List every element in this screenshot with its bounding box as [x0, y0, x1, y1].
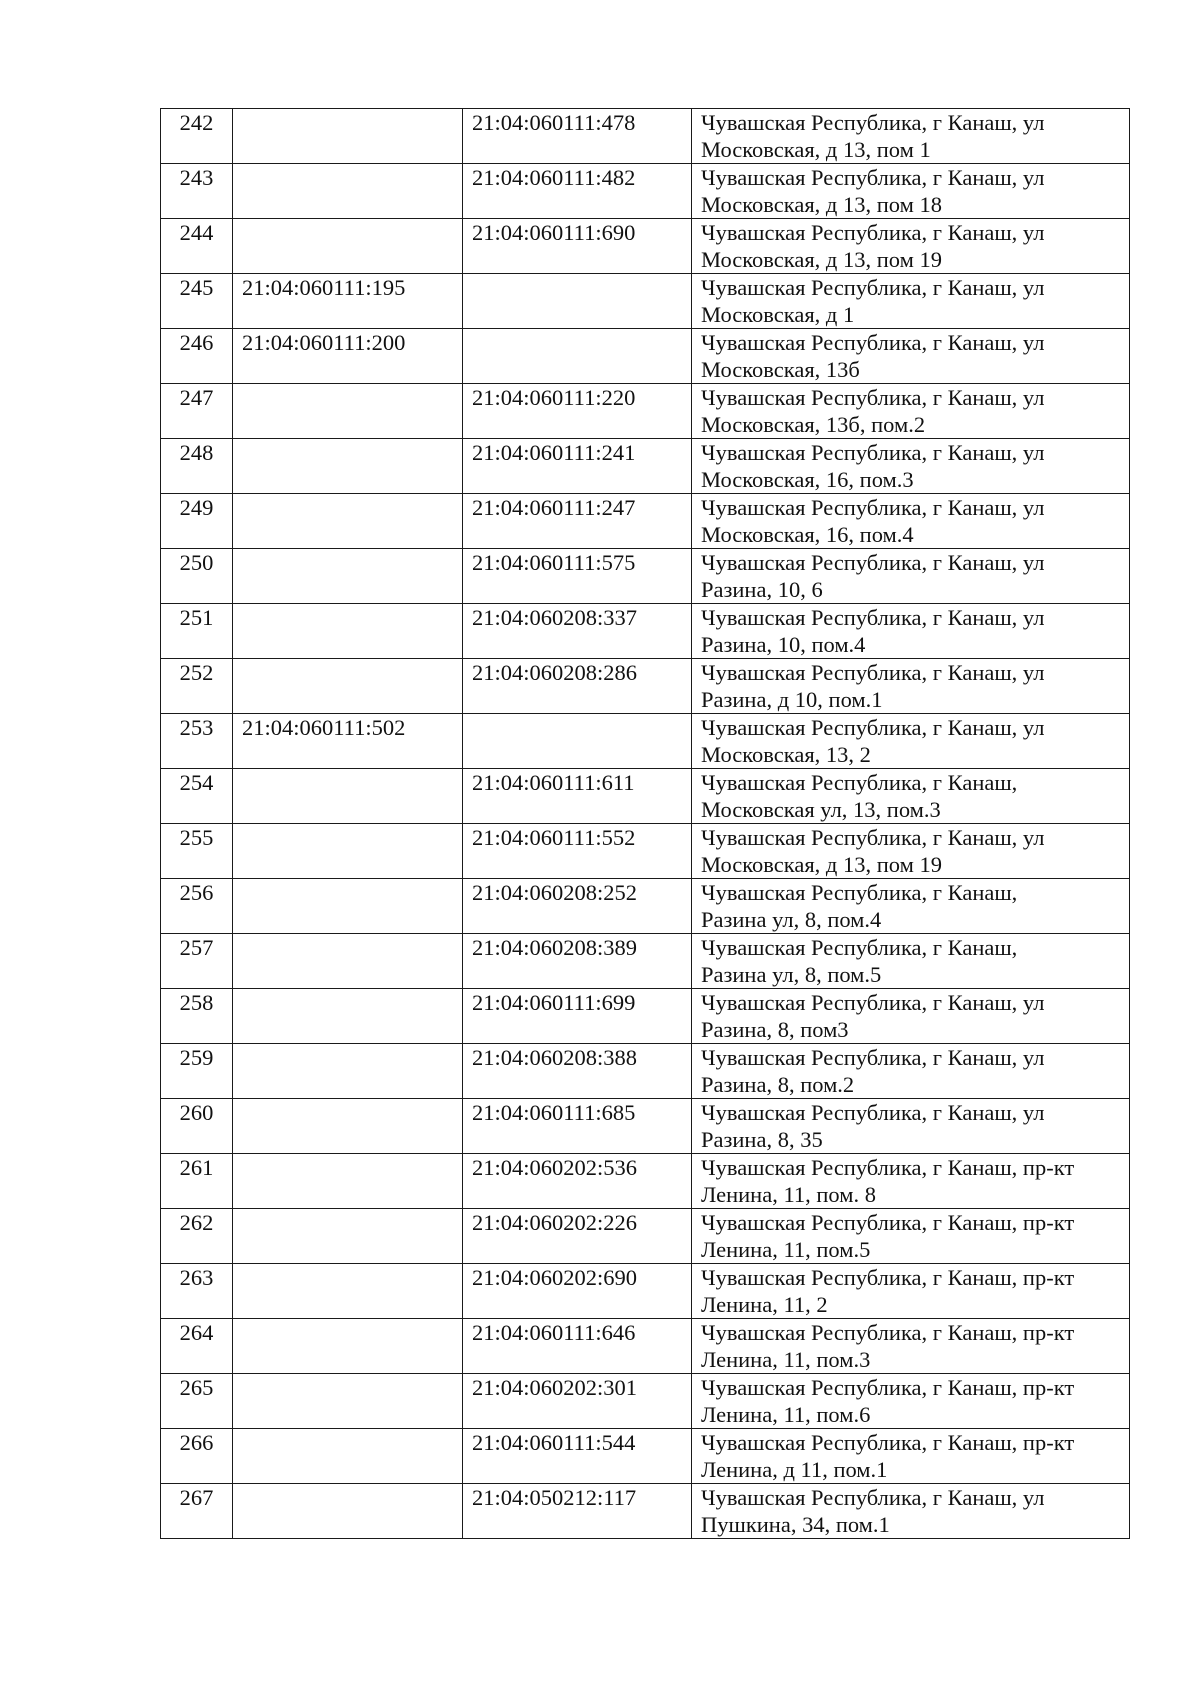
- address-cell: [692, 1484, 1130, 1539]
- row-number-cell: 254: [161, 769, 233, 824]
- table-row: [161, 1209, 1130, 1264]
- address-line: Чувашская Республика, г Канаш, ул: [701, 825, 1045, 850]
- address-cell: [692, 384, 1130, 439]
- address-line: Ленина, 11, пом.3: [701, 1347, 871, 1372]
- table-row: [161, 604, 1130, 659]
- row-number-cell: 257: [161, 934, 233, 989]
- address-line: Чувашская Республика, г Канаш, ул: [701, 440, 1045, 465]
- address-cell: [692, 1154, 1130, 1209]
- object-cadastral-number-cell: [463, 274, 692, 329]
- land-cadastral-number-cell: [233, 1429, 463, 1484]
- row-number-cell: 246: [161, 329, 233, 384]
- table-row: [161, 549, 1130, 604]
- land-cadastral-number-cell: [233, 1484, 463, 1539]
- registry-table-body: [161, 109, 1130, 1539]
- address-cell: [692, 1044, 1130, 1099]
- row-number-cell: 267: [161, 1484, 233, 1539]
- row-number-cell: 251: [161, 604, 233, 659]
- table-row: [161, 1319, 1130, 1374]
- land-cadastral-number-cell: [233, 1154, 463, 1209]
- land-cadastral-number-cell: [233, 219, 463, 274]
- address-line: Чувашская Республика, г Канаш,: [701, 770, 1018, 795]
- row-number-cell: 243: [161, 164, 233, 219]
- land-cadastral-number-cell: [233, 1099, 463, 1154]
- address-line: Разина, 10, 6: [701, 577, 823, 602]
- row-number-cell: 265: [161, 1374, 233, 1429]
- table-row: [161, 1044, 1130, 1099]
- row-number-cell: 263: [161, 1264, 233, 1319]
- address-line: Московская, 16, пом.4: [701, 522, 914, 547]
- address-cell: [692, 1429, 1130, 1484]
- land-cadastral-number-cell: [233, 824, 463, 879]
- land-cadastral-number-cell: [233, 1264, 463, 1319]
- table-row: [161, 439, 1130, 494]
- address-cell: [692, 604, 1130, 659]
- address-line: Чувашская Республика, г Канаш,: [701, 880, 1018, 905]
- land-cadastral-number-cell: [233, 1209, 463, 1264]
- address-cell: [692, 439, 1130, 494]
- object-cadastral-number-cell: [463, 329, 692, 384]
- land-cadastral-number-cell: [233, 769, 463, 824]
- land-cadastral-number-cell: [233, 879, 463, 934]
- address-line: Московская, 13, 2: [701, 742, 871, 767]
- address-line: Чувашская Республика, г Канаш, пр-кт: [701, 1375, 1075, 1400]
- land-cadastral-number-cell: [233, 604, 463, 659]
- address-line: Чувашская Республика, г Канаш, пр-кт: [701, 1155, 1075, 1180]
- address-line: Московская, 16, пом.3: [701, 467, 914, 492]
- object-cadastral-number-cell: 21:04:060208:388: [463, 1044, 692, 1099]
- object-cadastral-number-cell: 21:04:060202:536: [463, 1154, 692, 1209]
- object-cadastral-number-cell: 21:04:060111:544: [463, 1429, 692, 1484]
- row-number-cell: 247: [161, 384, 233, 439]
- object-cadastral-number-cell: 21:04:060111:478: [463, 109, 692, 164]
- row-number-cell: 262: [161, 1209, 233, 1264]
- address-line: Чувашская Республика, г Канаш, ул: [701, 385, 1045, 410]
- address-line: Московская, д 13, пом 1: [701, 137, 931, 162]
- address-cell: [692, 989, 1130, 1044]
- object-cadastral-number-cell: 21:04:060202:301: [463, 1374, 692, 1429]
- address-cell: [692, 659, 1130, 714]
- row-number-cell: 252: [161, 659, 233, 714]
- address-cell: [692, 824, 1130, 879]
- address-line: Чувашская Республика, г Канаш,: [701, 935, 1018, 960]
- land-cadastral-number-cell: [233, 494, 463, 549]
- object-cadastral-number-cell: 21:04:060208:389: [463, 934, 692, 989]
- object-cadastral-number-cell: 21:04:050212:117: [463, 1484, 692, 1539]
- address-cell: [692, 879, 1130, 934]
- address-cell: [692, 164, 1130, 219]
- address-line: Чувашская Республика, г Канаш, ул: [701, 1100, 1045, 1125]
- address-line: Ленина, 11, пом.6: [701, 1402, 871, 1427]
- address-line: Чувашская Республика, г Канаш, ул: [701, 220, 1045, 245]
- row-number-cell: 253: [161, 714, 233, 769]
- address-line: Чувашская Республика, г Канаш, ул: [701, 1045, 1045, 1070]
- address-cell: [692, 329, 1130, 384]
- address-line: Разина, д 10, пом.1: [701, 687, 883, 712]
- object-cadastral-number-cell: 21:04:060111:685: [463, 1099, 692, 1154]
- land-cadastral-number-cell: [233, 1044, 463, 1099]
- land-cadastral-number-cell: 21:04:060111:195: [233, 274, 463, 329]
- address-line: Чувашская Республика, г Канаш, пр-кт: [701, 1210, 1075, 1235]
- row-number-cell: 261: [161, 1154, 233, 1209]
- land-cadastral-number-cell: [233, 659, 463, 714]
- object-cadastral-number-cell: 21:04:060202:226: [463, 1209, 692, 1264]
- table-row: [161, 1099, 1130, 1154]
- row-number-cell: 259: [161, 1044, 233, 1099]
- address-cell: [692, 109, 1130, 164]
- address-line: Разина ул, 8, пом.4: [701, 907, 882, 932]
- address-line: Московская, д 13, пом 18: [701, 192, 942, 217]
- address-cell: [692, 1209, 1130, 1264]
- object-cadastral-number-cell: 21:04:060111:482: [463, 164, 692, 219]
- row-number-cell: 245: [161, 274, 233, 329]
- table-row: [161, 1264, 1130, 1319]
- table-row: [161, 659, 1130, 714]
- address-line: Чувашская Республика, г Канаш, ул: [701, 990, 1045, 1015]
- address-line: Чувашская Республика, г Канаш, ул: [701, 110, 1045, 135]
- land-cadastral-number-cell: [233, 1374, 463, 1429]
- address-line: Чувашская Республика, г Канаш, пр-кт: [701, 1320, 1075, 1345]
- row-number-cell: 248: [161, 439, 233, 494]
- address-line: Чувашская Республика, г Канаш, ул: [701, 1485, 1045, 1510]
- object-cadastral-number-cell: 21:04:060208:337: [463, 604, 692, 659]
- object-cadastral-number-cell: [463, 714, 692, 769]
- address-cell: [692, 274, 1130, 329]
- land-cadastral-number-cell: [233, 1319, 463, 1374]
- table-row: [161, 934, 1130, 989]
- land-cadastral-number-cell: [233, 109, 463, 164]
- address-line: Московская, д 13, пом 19: [701, 852, 942, 877]
- row-number-cell: 260: [161, 1099, 233, 1154]
- address-line: Разина, 8, пом.2: [701, 1072, 855, 1097]
- row-number-cell: 266: [161, 1429, 233, 1484]
- address-line: Чувашская Республика, г Канаш, ул: [701, 275, 1045, 300]
- land-cadastral-number-cell: [233, 439, 463, 494]
- land-cadastral-number-cell: [233, 164, 463, 219]
- table-row: [161, 274, 1130, 329]
- address-line: Чувашская Республика, г Канаш, ул: [701, 605, 1045, 630]
- address-line: Ленина, 11, пом.5: [701, 1237, 871, 1262]
- land-cadastral-number-cell: 21:04:060111:200: [233, 329, 463, 384]
- object-cadastral-number-cell: 21:04:060208:252: [463, 879, 692, 934]
- address-line: Разина, 8, 35: [701, 1127, 823, 1152]
- address-line: Чувашская Республика, г Канаш, ул: [701, 495, 1045, 520]
- address-line: Чувашская Республика, г Канаш, пр-кт: [701, 1430, 1075, 1455]
- address-cell: [692, 1374, 1130, 1429]
- address-line: Чувашская Республика, г Канаш, ул: [701, 715, 1045, 740]
- address-line: Чувашская Республика, г Канаш, ул: [701, 165, 1045, 190]
- object-cadastral-number-cell: 21:04:060111:220: [463, 384, 692, 439]
- row-number-cell: 242: [161, 109, 233, 164]
- address-line: Ленина, 11, 2: [701, 1292, 828, 1317]
- table-row: [161, 1154, 1130, 1209]
- object-cadastral-number-cell: 21:04:060111:646: [463, 1319, 692, 1374]
- table-row: [161, 109, 1130, 164]
- table-row: [161, 164, 1130, 219]
- address-line: Чувашская Республика, г Канаш, ул: [701, 330, 1045, 355]
- row-number-cell: 255: [161, 824, 233, 879]
- address-line: Чувашская Республика, г Канаш, ул: [701, 660, 1045, 685]
- row-number-cell: 249: [161, 494, 233, 549]
- object-cadastral-number-cell: 21:04:060208:286: [463, 659, 692, 714]
- row-number-cell: 264: [161, 1319, 233, 1374]
- address-cell: [692, 769, 1130, 824]
- row-number-cell: 244: [161, 219, 233, 274]
- address-cell: [692, 934, 1130, 989]
- land-cadastral-number-cell: 21:04:060111:502: [233, 714, 463, 769]
- address-line: Московская, д 13, пом 19: [701, 247, 942, 272]
- table-row: [161, 219, 1130, 274]
- table-row: [161, 384, 1130, 439]
- object-cadastral-number-cell: 21:04:060111:690: [463, 219, 692, 274]
- address-line: Разина, 10, пом.4: [701, 632, 866, 657]
- table-row: [161, 1374, 1130, 1429]
- row-number-cell: 250: [161, 549, 233, 604]
- table-row: [161, 824, 1130, 879]
- address-cell: [692, 1099, 1130, 1154]
- land-cadastral-number-cell: [233, 549, 463, 604]
- table-row: [161, 989, 1130, 1044]
- address-line: Пушкина, 34, пом.1: [701, 1512, 890, 1537]
- address-cell: [692, 219, 1130, 274]
- table-row: [161, 1484, 1130, 1539]
- object-cadastral-number-cell: 21:04:060111:247: [463, 494, 692, 549]
- object-cadastral-number-cell: 21:04:060111:241: [463, 439, 692, 494]
- land-cadastral-number-cell: [233, 384, 463, 439]
- address-line: Ленина, д 11, пом.1: [701, 1457, 888, 1482]
- address-cell: [692, 549, 1130, 604]
- table-row: [161, 714, 1130, 769]
- table-row: [161, 494, 1130, 549]
- land-cadastral-number-cell: [233, 934, 463, 989]
- address-line: Ленина, 11, пом. 8: [701, 1182, 876, 1207]
- table-row: [161, 1429, 1130, 1484]
- address-line: Разина ул, 8, пом.5: [701, 962, 882, 987]
- row-number-cell: 258: [161, 989, 233, 1044]
- address-cell: [692, 714, 1130, 769]
- address-cell: [692, 1264, 1130, 1319]
- object-cadastral-number-cell: 21:04:060111:552: [463, 824, 692, 879]
- address-cell: [692, 494, 1130, 549]
- address-line: Московская ул, 13, пом.3: [701, 797, 941, 822]
- table-row: [161, 879, 1130, 934]
- address-line: Разина, 8, пом3: [701, 1017, 849, 1042]
- property-registry-table: [160, 108, 1130, 1539]
- table-row: [161, 329, 1130, 384]
- address-line: Московская, 13б, пом.2: [701, 412, 926, 437]
- row-number-cell: 256: [161, 879, 233, 934]
- object-cadastral-number-cell: 21:04:060111:575: [463, 549, 692, 604]
- address-cell: [692, 1319, 1130, 1374]
- land-cadastral-number-cell: [233, 989, 463, 1044]
- address-line: Московская, 13б: [701, 357, 860, 382]
- table-row: [161, 769, 1130, 824]
- address-line: Чувашская Республика, г Канаш, пр-кт: [701, 1265, 1075, 1290]
- object-cadastral-number-cell: 21:04:060111:611: [463, 769, 692, 824]
- address-line: Чувашская Республика, г Канаш, ул: [701, 550, 1045, 575]
- object-cadastral-number-cell: 21:04:060202:690: [463, 1264, 692, 1319]
- address-line: Московская, д 1: [701, 302, 855, 327]
- object-cadastral-number-cell: 21:04:060111:699: [463, 989, 692, 1044]
